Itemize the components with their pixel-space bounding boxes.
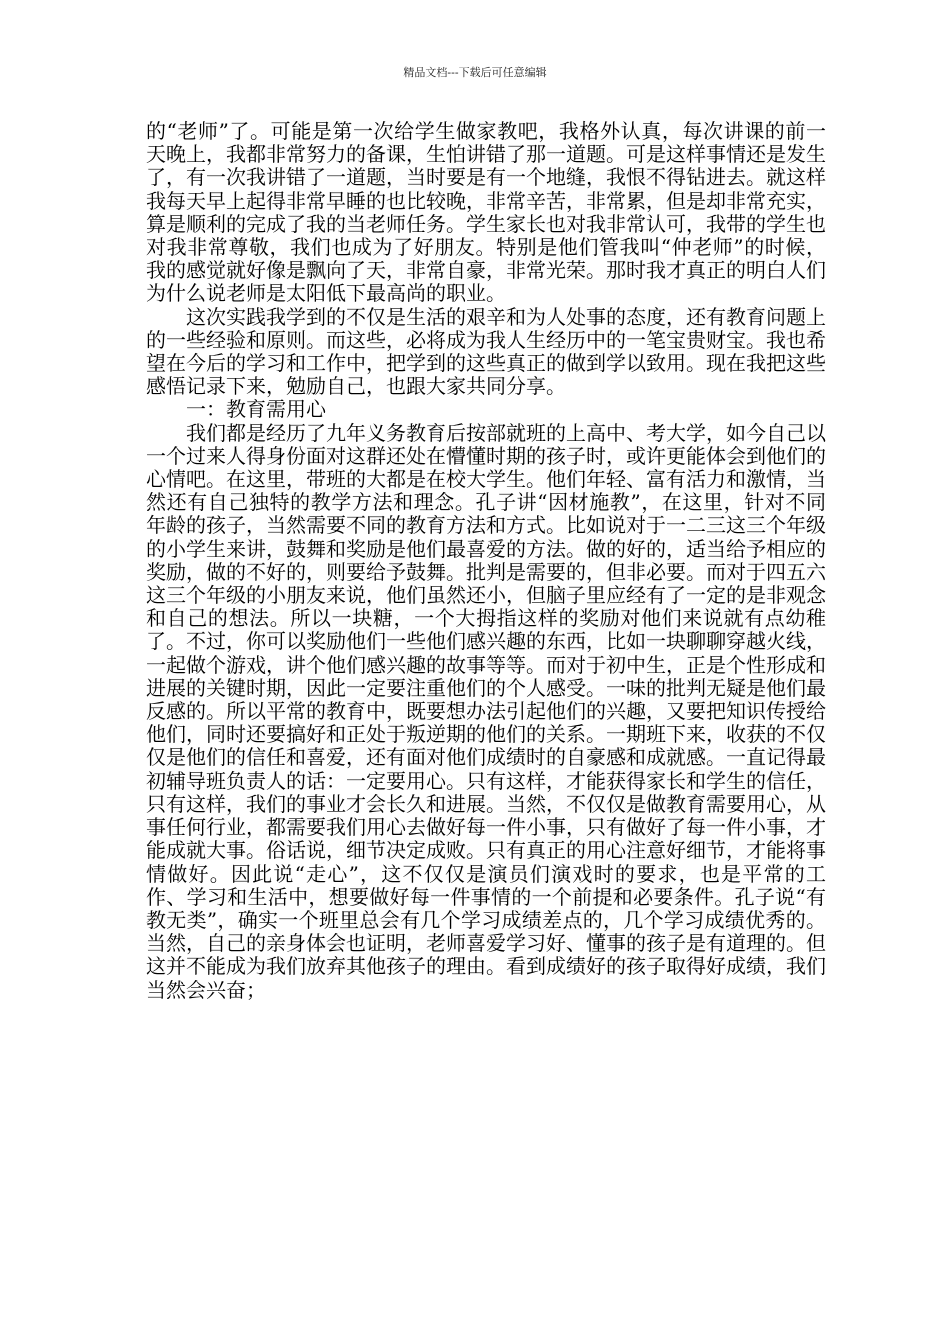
paragraph-reflection: 这次实践我学到的不仅是生活的艰辛和为人处事的态度，还有教育问题上的一些经验和原则。而这些，必将成为我人生经历中的一笔宝贵财宝。我也希望在今后的学习和工作中，把学到的这些真正的做到学以致用。现在我把这些感悟记录下来，勉励自己，也跟大家共同分享。 xyxy=(146,304,826,399)
page-header: 精品文档---下载后可任意编辑 xyxy=(403,66,547,79)
section-heading: 一：教育需用心 xyxy=(186,397,326,422)
document-body xyxy=(146,120,826,1002)
paragraph-continuation: 的“老师”了。可能是第一次给学生做家教吧，我格外认真，每次讲课的前一天晚上，我都非常努力的备课，生怕讲错了那一道题。可是这样事情还是发生了，有一次我讲错了一道题，当时要是有一个地缝，我恨不得钻进去。就这样我每天早上起得非常早睡的也比较晚，非常辛苦，非常累，但是却非常充实，算是顺利的完成了我的当老师任务。学生家长也对我非常认可，我带的学生也对我非常尊敬，我们也成为了好朋友。特别是他们管我叫“仲老师”的时候，我的感觉就好像是飘向了天，非常自豪，非常光荣。那时我才真正的明白人们为什么说老师是太阳低下最高尚的职业。 xyxy=(146,119,826,306)
paragraph-education: 我们都是经历了九年义务教育后按部就班的上高中、考大学，如今自己以一个过来人得身份面对这群还处在懵懂时期的孩子时，或许更能体会到他们的心情吧。在这里，带班的大都是在校大学生。他们年轻、富有活力和激情，当然还有自己独特的教学方法和理念。孔子讲“因材施教”，在这里，针对不同年龄的孩子，当然需要不同的教育方法和方式。比如说对于一二三这三个年级的小学生来讲，鼓舞和奖励是他们最喜爱的方法。做的好的，适当给予相应的奖励，做的不好的，则要给予鼓舞。批判是需要的，但非必要。而对于四五六这三个年级的小朋友来说，他们虽然还小，但脑子里应经有了一定的是非观念和自己的想法。所以一块糖，一个大拇指这样的奖励对他们来说就有点幼稚了。不过，你可以奖励他们一些他们感兴趣的东西，比如一块聊聊穿越火线，一起做个游戏，讲个他们感兴趣的故事等等。而对于初中生，正是个性形成和进展的关键时期，因此一定要注重他们的个人感受。一味的批判无疑是他们最反感的。所以平常的教育中，既要想办法引起他们的兴趣，又要把知识传授给他们，同时还要搞好和正处于叛逆期的他们的关系。一期班下来，收获的不仅仅是他们的信任和喜爱，还有面对他们成绩时的自豪感和成就感。一直记得最初辅导班负责人的话：一定要用心。只有这样，才能获得家长和学生的信任，只有这样，我们的事业才会长久和进展。当然，不仅仅是做教育需要用心，从事任何行业，都需要我们用心去做好每一件小事，只有做好了每一件小事，才能成就大事。俗话说，细节决定成败。只有真正的用心注意好细节，才能将事情做好。因此说“走心”，这不仅仅是演员们演戏时的要求，也是平常的工作、学习和生活中，想要做好每一件事情的一个前提和必要条件。孔子说“有教无类”，确实一个班里总会有几个学习成绩差点的，几个学习成绩优秀的。当然，自己的亲身体会也证明，老师喜爱学习好、懂事的孩子是有道理的。但这并不能成为我们放弃其他孩子的理由。看到成绩好的孩子取得好成绩，我们当然会兴奋； xyxy=(146,420,826,1002)
